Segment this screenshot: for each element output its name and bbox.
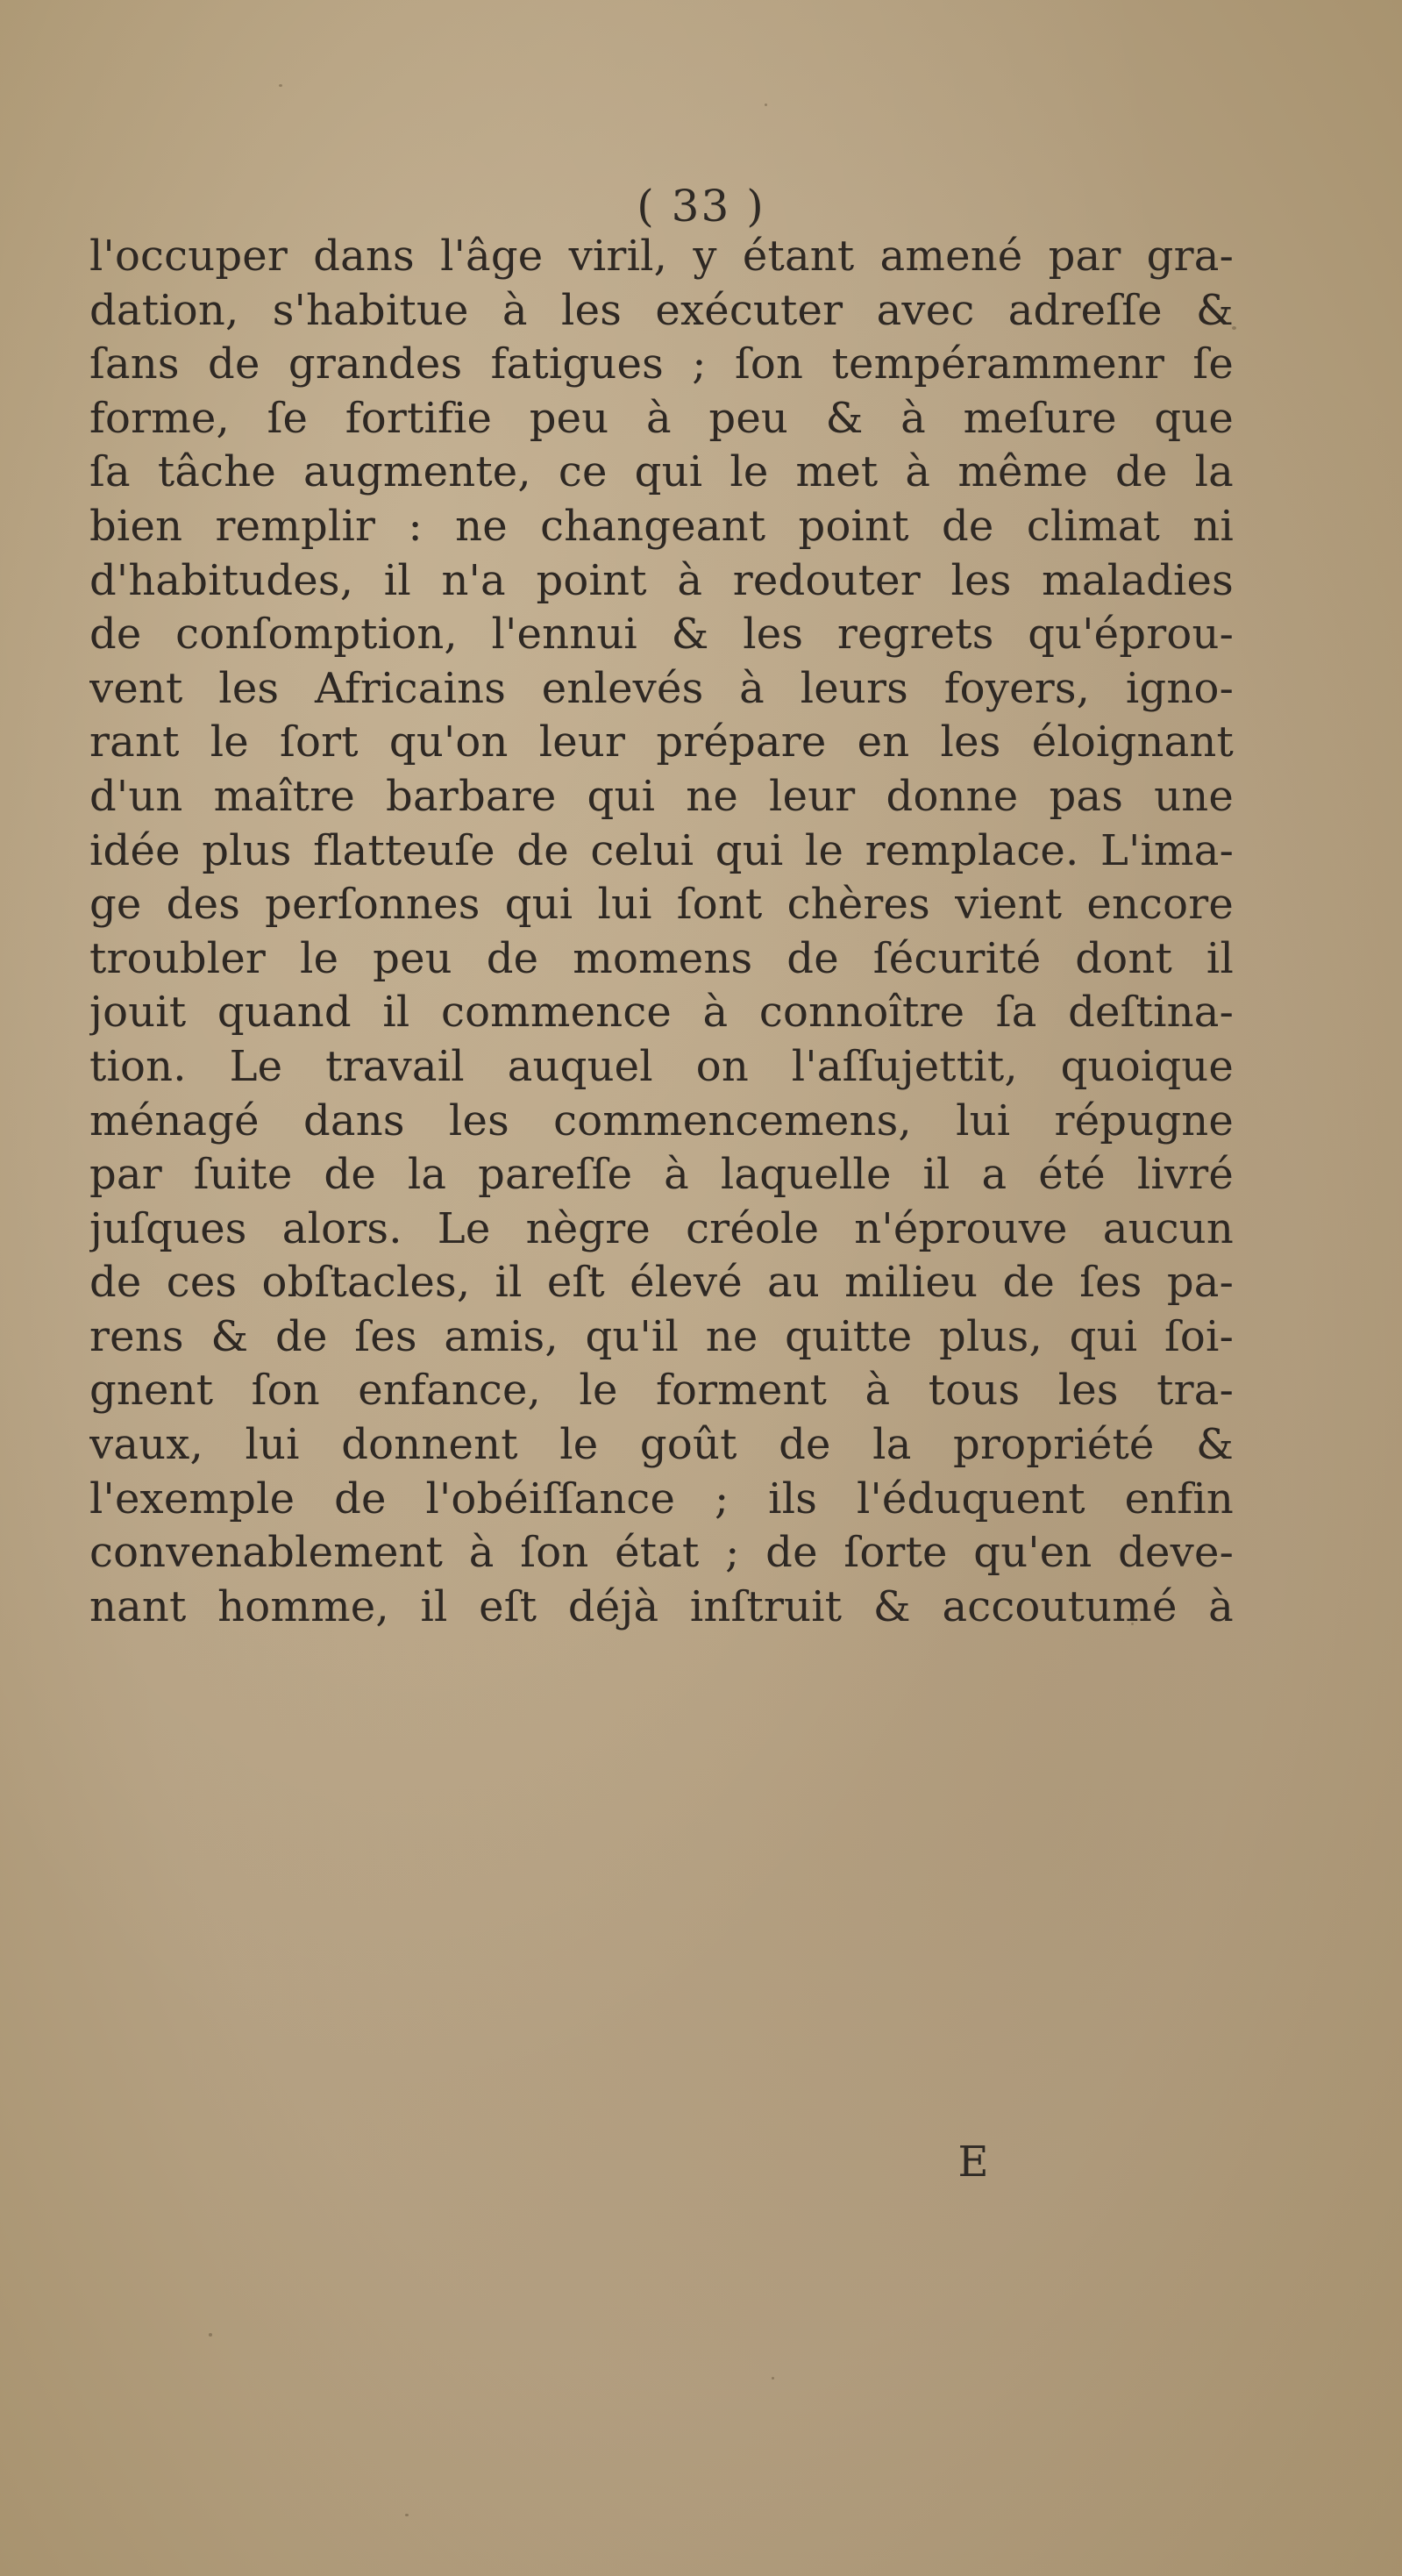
text-line-2: dation, s'habitue à les exécuter avec adreſſe & <box>89 285 1234 335</box>
text-line-8: de conſomption, l'ennui & les regrets qu'éprou- <box>89 610 1234 660</box>
paper-speck <box>209 2333 212 2337</box>
paper-speck <box>765 103 767 106</box>
text-line-22: gnent ſon enfance, le forment à tous les tra- <box>89 1366 1234 1416</box>
text-line-23: vaux, lui donnent le goût de la propriété & <box>89 1420 1234 1470</box>
paper-speck <box>279 84 282 87</box>
paper-speck <box>1232 326 1236 330</box>
text-line-24: l'exemple de l'obéiſſance ; ils l'éduquent enfin <box>89 1474 1234 1523</box>
text-line-21: rens & de ſes amis, qu'il ne quitte plus, qui ſoi- <box>89 1311 1234 1361</box>
paper-speck <box>772 2377 774 2380</box>
text-line-14: troubler le peu de momens de ſécurité dont il <box>89 933 1234 983</box>
text-line-11: d'un maître barbare qui ne leur donne pas une <box>89 771 1234 821</box>
text-line-13: ge des perſonnes qui lui ſont chères vient encore <box>89 880 1234 930</box>
text-line-3: ſans de grandes fatigues ; ſon tempérammenr ſe <box>89 339 1234 389</box>
text-line-6: bien remplir : ne changeant point de climat ni <box>89 501 1234 551</box>
paper-speck <box>405 2514 409 2516</box>
text-line-9: vent les Africains enlevés à leurs foyers, igno- <box>89 663 1234 713</box>
text-line-10: rant le ſort qu'on leur prépare en les éloignant <box>89 717 1234 767</box>
paper-speck <box>1131 1623 1134 1625</box>
body-text <box>89 230 1234 1634</box>
text-line-19: juſques alors. Le nègre créole n'éprouve aucun <box>89 1203 1234 1253</box>
text-line-12: idée plus flatteuſe de celui qui le remplace. L'ima- <box>89 825 1234 875</box>
text-line-17: ménagé dans les commencemens, lui répugne <box>89 1095 1234 1145</box>
text-line-1: l'occuper dans l'âge viril, y étant amené par gra- <box>89 232 1234 281</box>
text-line-7: d'habitudes, il n'a point à redouter les maladies <box>89 555 1234 605</box>
text-line-25: convenablement à ſon état ; de ſorte qu'en deve- <box>89 1528 1234 1578</box>
text-line-26: nant homme, il eſt déjà inſtruit & accoutumé à <box>89 1581 1234 1631</box>
text-line-15: jouit quand il commence à connoître ſa deſtina- <box>89 988 1234 1038</box>
text-line-20: de ces obſtacles, il eſt élevé au milieu de ſes pa- <box>89 1258 1234 1308</box>
signature-mark: E <box>957 2137 989 2187</box>
text-line-16: tion. Le travail auquel on l'aſſujettit, quoique <box>89 1041 1234 1091</box>
text-line-5: ſa tâche augmente, ce qui le met à même de la <box>89 447 1234 497</box>
page-number: ( 33 ) <box>637 181 765 232</box>
text-line-18: par ſuite de la pareſſe à laquelle il a été livré <box>89 1150 1234 1200</box>
text-line-4: forme, ſe fortifie peu à peu & à meſure que <box>89 393 1234 443</box>
